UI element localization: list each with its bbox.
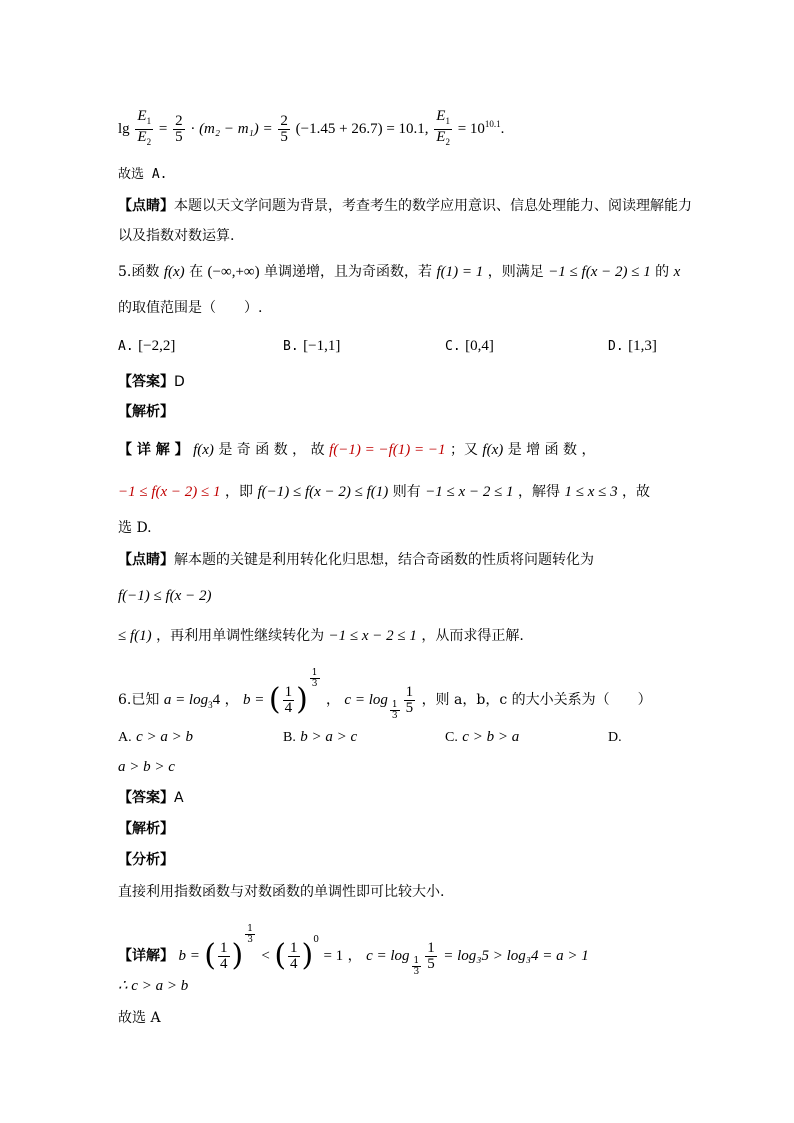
e1-sub: 1 [445,116,450,127]
fifth-fraction [404,685,416,716]
frac-den: 5 [280,129,288,146]
q4-dianjing-line1 [118,196,692,216]
f1-equation: f(1) = 1 [436,264,484,280]
detail-tag: 【 详 解 】 [118,442,189,458]
q5-answer [118,372,185,392]
frac-den: 3 [391,711,398,721]
option-label: D. [608,339,624,354]
answer-value: D [174,374,185,390]
c-eq: c = log [366,948,410,964]
text: ，从而求得正解. [421,628,524,644]
q6-answer [118,788,184,808]
domain: (−∞,+∞) [207,264,260,280]
text: ，再利用单调性继续转化为 [156,628,325,644]
c-log-base [390,700,400,721]
dianjing-text: 解本题的关键是利用转化化归思想，结合奇函数的性质将问题转化为 [174,552,594,568]
log-base: 3 [208,699,213,710]
q5-detail-line2 [118,482,650,502]
b-exponent [310,668,320,689]
b-definition: b = [243,692,265,708]
exponent-zero: 0 [313,935,319,945]
expression: −1 ≤ x − 2 ≤ 1 [328,628,417,644]
c-definition: c = log [344,692,388,708]
q6-fenxi-text: 直接利用指数函数与对数函数的单调性即可比较大小. [118,884,445,900]
quarter-fraction [283,685,295,716]
q6-number: 6.已知 [118,692,160,708]
q6-detail [118,915,589,977]
power-base: = 10 [457,121,485,137]
option-value: [−2,2] [138,338,176,354]
answer-tag: 【答案】 [118,790,174,806]
e2-sub: 2 [146,137,152,148]
frac-num: 2 [280,113,288,130]
frac-den: 4 [220,955,228,972]
dianjing-tag: 【点睛】 [118,552,174,568]
inequality: −1 ≤ f(x − 2) ≤ 1 [548,264,651,280]
e2-letter: E [137,129,147,146]
comma: ， [325,692,340,708]
frac-den: 5 [427,955,435,972]
option-label: A. [118,339,134,354]
paren-left: ( [268,682,281,717]
m-expression: (m₂ − m₁) = [199,121,273,137]
text: ，则满足 [487,264,544,280]
text: 单调递增，且为奇函数，若 [264,264,433,280]
lg-symbol: lg [118,121,130,137]
frac-num: 1 [427,939,435,956]
option-value: [0,4] [465,338,494,354]
q6-option-c [445,727,519,748]
paren-left: ( [204,938,216,973]
frac-num: 1 [413,956,420,966]
dianjing-text: 本题以天文学问题为背景，考查考生的数学应用意识、信息处理能力、阅读理解能力 [174,198,692,214]
q6-stem [118,668,652,721]
q4-choose: 故选 A. [118,167,168,182]
option-value: [−1,1] [303,338,341,354]
frac-num: 1 [290,939,298,956]
e2-sub: 2 [445,137,450,148]
conclusion: ∴ c > a > b [118,978,189,994]
q6-option-a [118,727,193,748]
answer-value: A [174,790,184,806]
e1-letter: E [137,108,147,125]
q6-option-d [608,727,622,748]
option-value: a > b > c [118,759,175,775]
option-label: C. [445,730,458,745]
frac-den: 5 [175,129,183,146]
text: ，则 a，b，c 的大小关系为（ ） [421,692,652,708]
q5-detail-line1 [118,440,596,460]
expression: f(−1) ≤ f(x − 2) ≤ f(1) [257,484,389,500]
log-argument: 4 [212,692,221,708]
q5-number: 5.函数 [118,264,160,280]
fx: f(x) [163,264,185,280]
q4-dianjing-line2: 以及指数对数运算. [118,228,235,244]
text: 则有 [392,484,421,500]
e2-letter: E [436,129,446,146]
two-fifths-2 [278,114,290,145]
expression: 1 ≤ x ≤ 3 [564,484,618,500]
option-label: A. [118,730,132,745]
option-label: C. [445,339,461,354]
expression: ≤ f(1) [118,628,152,644]
dianjing-tag: 【点睛】 [118,198,174,214]
q6-therefore [118,976,188,996]
fx: f(x) [193,442,214,458]
q5-jiexi: 【解析】 [118,404,174,420]
ratio-e1-e2 [135,109,153,150]
comma: ， [224,692,239,708]
frac-den: 5 [405,699,414,716]
option-value: [1,3] [628,338,657,354]
text: ；又 [449,442,478,458]
frac-num: 1 [391,700,398,710]
expression: −1 ≤ x − 2 ≤ 1 [425,484,514,500]
paren-left: ( [274,938,287,973]
option-value: b > a > c [300,729,358,745]
frac-num: 1 [311,668,318,678]
frac-den: 3 [311,679,318,689]
option-label: B. [283,339,299,354]
text: 的 [655,264,670,280]
x-var: x [673,264,681,280]
q5-stem-line1 [118,262,680,282]
equals-one: = 1 [323,948,344,964]
frac-num: 1 [247,924,253,934]
q5-dianjing-line2 [118,586,211,606]
quarter-fraction [288,941,300,972]
frac-den: 4 [290,955,298,972]
paren-right: ) [301,938,314,973]
fifth-fraction [425,941,437,972]
e1-sub: 1 [146,116,152,127]
inequality-chain: = log₃5 > log₃4 = a > 1 [443,948,589,964]
text: ，即 [224,484,253,500]
red-expression: f(−1) = −f(1) = −1 [329,442,446,458]
text: 是 增 函 数 ， [507,442,596,458]
answer-tag: 【答案】 [118,374,174,390]
expression: f(−1) ≤ f(x − 2) [118,588,212,604]
exponent-third [245,924,255,945]
q5-option-d [608,336,657,357]
equation-line: lg $\frac{E_1}{E_2}$ = $\frac{2}{5}$ · (m₂ − m₁) = $\frac{2}{5}$ (−1.45 + 26.7) = 10.1, $\frac{E_1}{E_2}$ = $10^{10.1}$. [118,104,504,144]
frac-den: 3 [413,967,420,977]
q5-dianjing-line1 [118,550,594,570]
paren-right: ) [231,938,244,973]
fx: f(x) [482,442,504,458]
frac-den: 3 [247,935,253,945]
text: 是 奇 函 数 ， 故 [218,442,325,458]
q6-option-d-value [118,757,175,777]
ratio-e1-e2-2 [434,109,452,150]
q5-option-a [118,336,175,357]
q6-jiexi: 【解析】 [118,821,174,837]
power-exponent: 10.1 [484,119,501,129]
option-value: c > b > a [462,729,520,745]
frac-num: 2 [175,113,183,130]
paren-right: ) [296,682,308,717]
less-than: < [261,948,270,964]
q5-stem-line2: 的取值范围是（ ）. [118,300,263,316]
a-definition: a = log [163,692,209,708]
q5-option-c [445,336,494,357]
frac-den: 4 [284,699,293,716]
calc-expression: (−1.45 + 26.7) = 10.1, [295,121,429,137]
detail-tag: 【详解】 [118,948,174,964]
frac-num: 1 [220,939,228,956]
q6-choose: 故选 A [118,1010,161,1026]
quarter-fraction [218,941,230,972]
q5-detail-line3: 选 D. [118,520,152,536]
option-label: D. [608,730,622,745]
text: 在 [189,264,204,280]
frac-num: 1 [284,683,293,700]
q5-option-b [283,336,340,357]
b-eq: b = [178,948,200,964]
two-fifths-1 [173,114,185,145]
comma: ， [347,948,362,964]
text: ，故 [622,484,651,500]
period: . [500,121,505,137]
e1-letter: E [436,108,446,125]
red-expression: −1 ≤ f(x − 2) ≤ 1 [118,484,221,500]
q6-option-b [283,727,357,748]
q5-dianjing-line3 [118,626,524,646]
q6-fenxi: 【分析】 [118,852,174,868]
c-log-base [412,956,422,977]
option-label: B. [283,730,296,745]
text: ，解得 [518,484,561,500]
frac-num: 1 [405,683,414,700]
option-value: c > a > b [136,729,193,745]
